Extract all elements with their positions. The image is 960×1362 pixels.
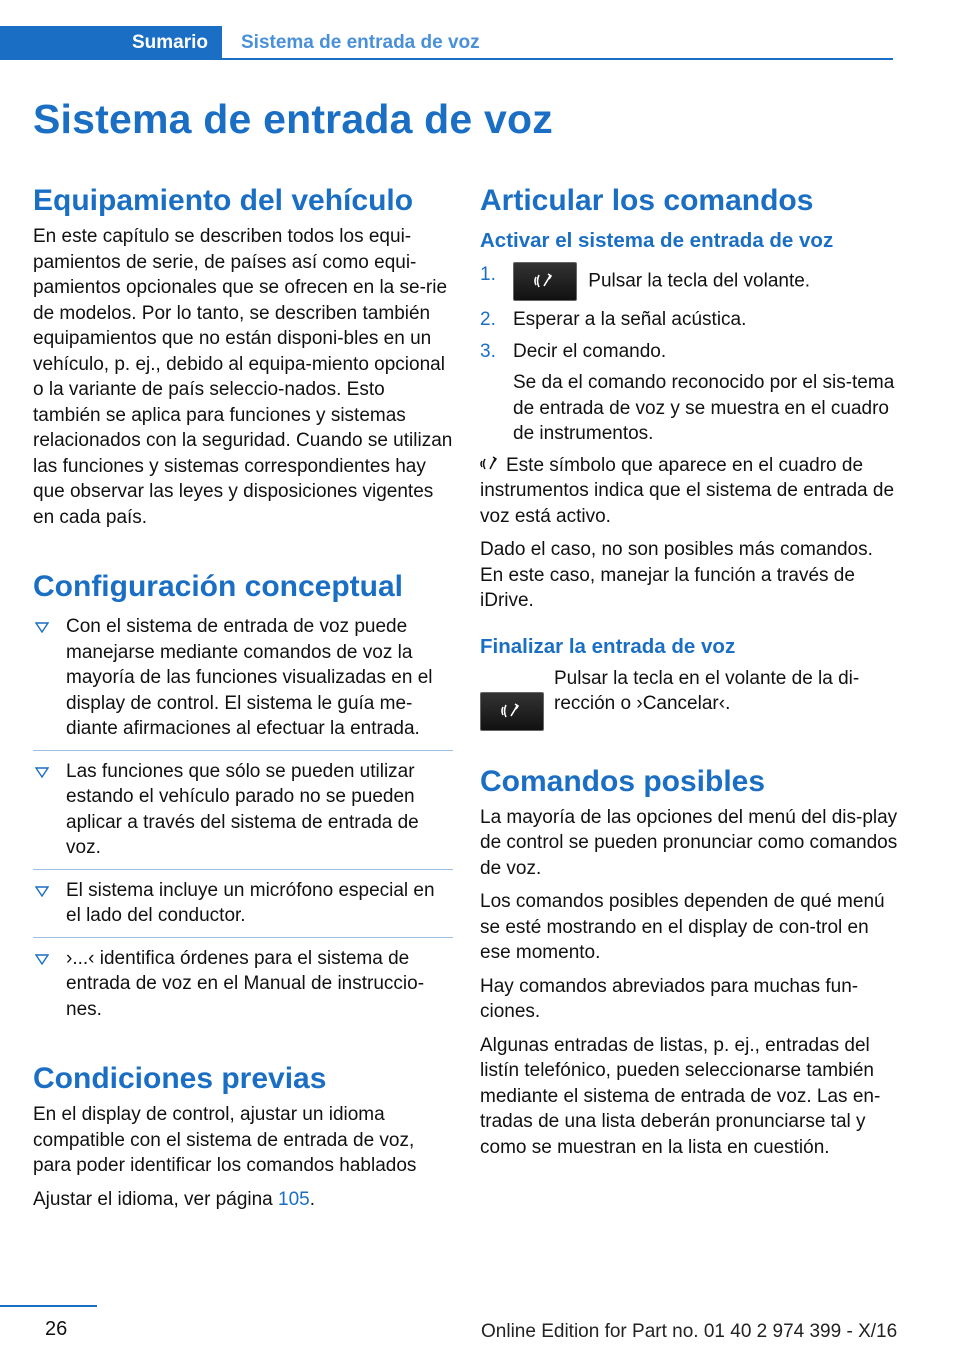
triangle-bullet-icon (35, 886, 49, 897)
triangle-bullet-icon (35, 622, 49, 633)
section-heading-articular: Articular los comandos (480, 184, 814, 217)
list-item: Las funciones que sólo se pueden utilizar estando el vehículo parado no se pueden aplicar a través del sistema de entrada de voz. (33, 759, 453, 870)
section-heading-comandos: Comandos posibles (480, 764, 766, 798)
condiciones-text: En el display de control, ajustar un idioma compatible con el sistema de entrada de voz, para poder identificar los comandos hablados (33, 1104, 417, 1176)
right-column (480, 180, 900, 1160)
header-divider (222, 58, 893, 60)
subheading-finalizar: Finalizar la entrada de voz (480, 634, 736, 658)
edition-text: Online Edition for Part no. 01 40 2 974 399 - X/16 (481, 1321, 898, 1342)
subheading-activar: Activar el sistema de entrada de voz (480, 229, 834, 252)
paragraph: Los comandos posibles dependen de qué menú se esté mostrando en el display de con-trol en ese momento. (480, 891, 885, 963)
paragraph: Algunas entradas de listas, p. ej., entradas del listín telefónico, pueden seleccionarse también mediante el sistema de entrada de voz. Las en-tradas de una lista deberán pronunciarse tal y como se muestran en la lista en cuestión. (480, 1034, 881, 1158)
breadcrumb[interactable]: Sistema de entrada de voz (241, 32, 480, 53)
triangle-bullet-icon (35, 767, 49, 778)
voice-key-icon (480, 692, 544, 731)
symbol-text: Este símbolo que aparece en el cuadro de instrumentos indica que el sistema de entrada de voz está activo. (480, 454, 895, 527)
voice-key-icon (513, 262, 577, 301)
list-item: Con el sistema de entrada de voz puede manejarse mediante comandos de voz la mayoría de las funciones visualizadas en el display de control. El sistema le guía me-diante afirmaciones al efectuar la entrada. (33, 614, 453, 751)
paragraph: La mayoría de las opciones del menú del dis-play de control se pueden pronunciar como comandos de voz. (480, 806, 898, 879)
section-heading-configuracion: Configuración conceptual (33, 570, 404, 603)
left-column (33, 180, 453, 1212)
equipamiento-text: En este capítulo se describen todos los equi-pamientos de serie, de países así como equi-pamientos opcionales que se ofrecen en la se-rie de modelos. Por lo tanto, se describen también equipamientos que no están disponi-bles en un vehículo, p. ej., debido al equipa-miento opcional o la variante de país seleccio-nados. Esto también se aplica para funciones y sistemas relacionados con la seguridad. Cuando se utilizan las funciones y sistemas correspondientes hay que observar las leyes y disposiciones vigentes en cada país. (33, 226, 453, 528)
finish-text: Pulsar la tecla en el volante de la di-rección o ›Cancelar‹. (554, 667, 860, 714)
page-link[interactable]: 105 (278, 1188, 310, 1210)
list-item: 3. Decir el comando. Se da el comando reconocido por el sis-tema de entrada de voz y se muestra en el cuadro de instrumentos. (480, 340, 895, 444)
paragraph: Hay comandos abreviados para muchas fun-ciones. (480, 975, 859, 1022)
list-item: ›...‹ identifica órdenes para el sistema de entrada de voz en el Manual de instruccio-nes. (33, 946, 453, 1031)
list-item: El sistema incluye un micrófono especial en el lado del conductor. (33, 878, 453, 938)
section-heading-equipamiento: Equipamiento del vehículo (33, 184, 414, 217)
steps-list (480, 262, 900, 447)
footer-divider (0, 1305, 97, 1307)
no-more-commands-text: Dado el caso, no son posibles más comandos. En este caso, manejar la función a través de iDrive. (480, 539, 873, 611)
language-reference: Ajustar el idioma, ver página 105. (33, 1188, 315, 1210)
concept-list (33, 614, 453, 1030)
list-item: 2. Esperar a la señal acústica. (480, 309, 747, 330)
page-number: 26 (45, 1318, 68, 1340)
finish-row (480, 664, 900, 717)
tab-sumario[interactable]: Sumario (0, 26, 222, 60)
page-title: Sistema de entrada de voz (33, 96, 553, 142)
header-bar (0, 26, 893, 60)
voice-active-icon (480, 455, 502, 473)
section-heading-condiciones: Condiciones previas (33, 1062, 327, 1095)
triangle-bullet-icon (35, 954, 49, 965)
list-item: 1. Pulsar la tecla del volante. (480, 262, 900, 301)
